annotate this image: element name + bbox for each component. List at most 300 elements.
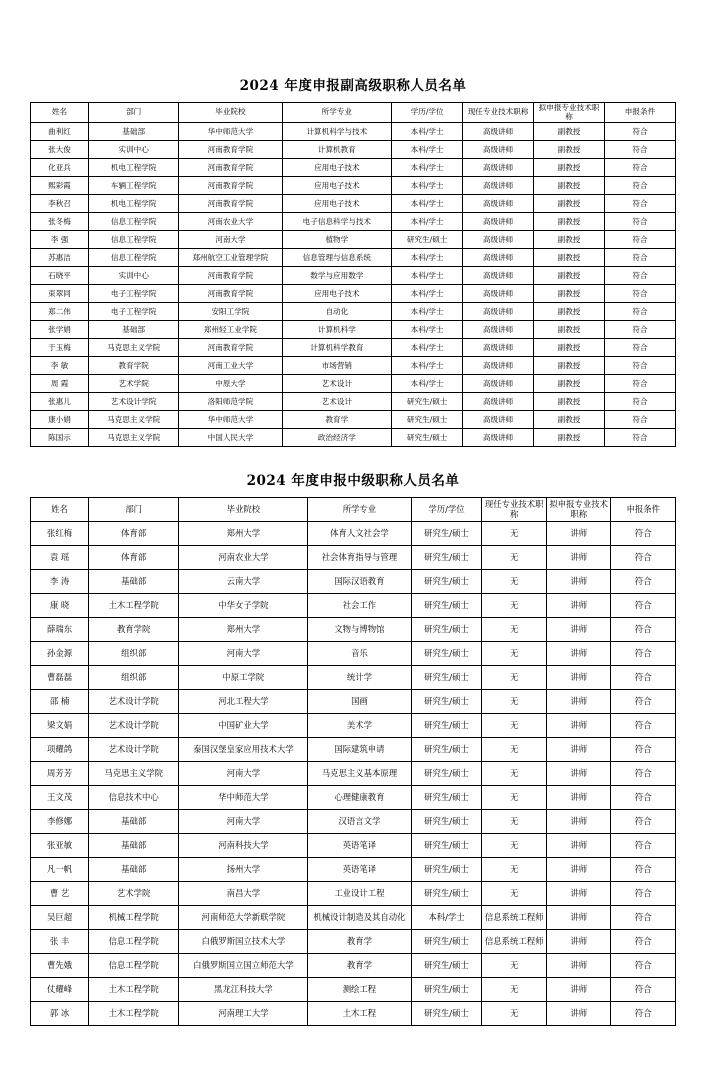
intermediate-cell: 基础部	[89, 834, 179, 858]
senior-cell: 符合	[604, 321, 675, 339]
senior-cell: 符合	[604, 375, 675, 393]
intermediate-cell: 讲师	[546, 546, 611, 570]
column-header-applied-title: 拟申报专业技术职称	[534, 103, 605, 123]
senior-cell: 本科/学士	[392, 249, 463, 267]
intermediate-cell: 符合	[611, 738, 676, 762]
senior-cell: 陈国示	[31, 429, 89, 447]
table-row	[31, 321, 676, 339]
table-row	[31, 954, 676, 978]
intermediate-cell: 河北工程大学	[179, 690, 308, 714]
senior-cell: 高级讲师	[463, 393, 534, 411]
intermediate-cell: 音乐	[308, 642, 411, 666]
intermediate-cell: 研究生/硕士	[411, 690, 482, 714]
senior-cell: 符合	[604, 339, 675, 357]
senior-cell: 应用电子技术	[282, 285, 392, 303]
senior-cell: 本科/学士	[392, 159, 463, 177]
table-row	[31, 213, 676, 231]
intermediate-cell: 符合	[611, 834, 676, 858]
table-header-row	[31, 103, 676, 123]
intermediate-cell: 研究生/硕士	[411, 882, 482, 906]
senior-cell: 信息工程学院	[89, 249, 179, 267]
intermediate-cell: 讲师	[546, 810, 611, 834]
intermediate-cell: 讲师	[546, 882, 611, 906]
intermediate-cell: 符合	[611, 882, 676, 906]
senior-cell: 副教授	[534, 159, 605, 177]
senior-cell: 高级讲师	[463, 285, 534, 303]
intermediate-cell: 符合	[611, 690, 676, 714]
column-header-condition: 申报条件	[604, 103, 675, 123]
senior-cell: 应用电子技术	[282, 195, 392, 213]
intermediate-cell: 研究生/硕士	[411, 714, 482, 738]
intermediate-cell: 测绘工程	[308, 978, 411, 1002]
intermediate-cell: 郑州大学	[179, 618, 308, 642]
intermediate-cell: 符合	[611, 546, 676, 570]
intermediate-cell: 艺术设计学院	[89, 714, 179, 738]
column-header-major: 所学专业	[282, 103, 392, 123]
senior-cell: 政治经济学	[282, 429, 392, 447]
intermediate-cell: 马克思主义基本原理	[308, 762, 411, 786]
senior-cell: 周 霞	[31, 375, 89, 393]
senior-cell: 马克思主义学院	[89, 429, 179, 447]
intermediate-cell: 社会体育指导与管理	[308, 546, 411, 570]
intermediate-section	[0, 469, 706, 1026]
intermediate-cell: 讲师	[546, 594, 611, 618]
senior-cell: 张冬梅	[31, 213, 89, 231]
intermediate-cell: 仗耀峰	[31, 978, 89, 1002]
senior-cell: 数学与应用数学	[282, 267, 392, 285]
table-row	[31, 411, 676, 429]
senior-cell: 符合	[604, 213, 675, 231]
intermediate-cell: 无	[482, 570, 547, 594]
senior-table-title: 2024 年度申报副高级职称人员名单	[239, 78, 467, 94]
intermediate-cell: 无	[482, 522, 547, 546]
senior-cell: 研究生/硕士	[392, 429, 463, 447]
senior-cell: 电子工程学院	[89, 303, 179, 321]
senior-cell: 中国人民大学	[179, 429, 282, 447]
senior-cell: 副教授	[534, 249, 605, 267]
intermediate-cell: 无	[482, 786, 547, 810]
intermediate-cell: 马克思主义学院	[89, 762, 179, 786]
intermediate-cell: 符合	[611, 978, 676, 1002]
intermediate-cell: 基础部	[89, 858, 179, 882]
intermediate-cell: 信息系统工程师	[482, 906, 547, 930]
senior-cell: 电子信息科学与技术	[282, 213, 392, 231]
intermediate-cell: 心理健康教育	[308, 786, 411, 810]
table-row	[31, 231, 676, 249]
senior-applicants-table	[30, 102, 676, 447]
intermediate-cell: 体育部	[89, 522, 179, 546]
intermediate-cell: 薛瑞东	[31, 618, 89, 642]
senior-cell: 副教授	[534, 357, 605, 375]
intermediate-cell: 符合	[611, 930, 676, 954]
intermediate-cell: 扬州大学	[179, 858, 308, 882]
intermediate-cell: 研究生/硕士	[411, 978, 482, 1002]
table-row	[31, 339, 676, 357]
senior-cell: 艺术设计学院	[89, 393, 179, 411]
table-row	[31, 177, 676, 195]
intermediate-cell: 河南大学	[179, 762, 308, 786]
senior-cell: 河南工业大学	[179, 357, 282, 375]
intermediate-cell: 周芳芳	[31, 762, 89, 786]
intermediate-cell: 体育部	[89, 546, 179, 570]
column-header-current-title: 现任专业技术职称	[482, 498, 547, 522]
intermediate-cell: 张红梅	[31, 522, 89, 546]
intermediate-cell: 文物与博物馆	[308, 618, 411, 642]
senior-cell: 本科/学士	[392, 303, 463, 321]
senior-cell: 艺术学院	[89, 375, 179, 393]
intermediate-cell: 研究生/硕士	[411, 522, 482, 546]
intermediate-cell: 土木工程学院	[89, 594, 179, 618]
intermediate-cell: 无	[482, 714, 547, 738]
intermediate-cell: 基础部	[89, 810, 179, 834]
intermediate-cell: 张 丰	[31, 930, 89, 954]
intermediate-cell: 土木工程学院	[89, 1002, 179, 1026]
senior-cell: 实训中心	[89, 267, 179, 285]
senior-cell: 符合	[604, 357, 675, 375]
intermediate-cell: 体育人文社会学	[308, 522, 411, 546]
intermediate-cell: 无	[482, 1002, 547, 1026]
intermediate-cell: 汉语言文学	[308, 810, 411, 834]
senior-cell: 马克思主义学院	[89, 339, 179, 357]
intermediate-cell: 无	[482, 858, 547, 882]
senior-cell: 教育学	[282, 411, 392, 429]
table-row	[31, 546, 676, 570]
senior-cell: 实训中心	[89, 141, 179, 159]
intermediate-cell: 曹先娥	[31, 954, 89, 978]
intermediate-cell: 讲师	[546, 642, 611, 666]
senior-cell: 高级讲师	[463, 231, 534, 249]
senior-cell: 本科/学士	[392, 213, 463, 231]
senior-cell: 基础部	[89, 123, 179, 141]
intermediate-cell: 无	[482, 978, 547, 1002]
intermediate-cell: 白俄罗斯国立国立师范大学	[179, 954, 308, 978]
intermediate-cell: 讲师	[546, 978, 611, 1002]
senior-cell: 高级讲师	[463, 429, 534, 447]
intermediate-cell: 吴巨超	[31, 906, 89, 930]
senior-cell: 高级讲师	[463, 321, 534, 339]
intermediate-cell: 袁 瑶	[31, 546, 89, 570]
intermediate-cell: 符合	[611, 594, 676, 618]
intermediate-cell: 无	[482, 666, 547, 690]
intermediate-cell: 统计学	[308, 666, 411, 690]
senior-cell: 副教授	[534, 123, 605, 141]
intermediate-cell: 艺术学院	[89, 882, 179, 906]
senior-cell: 信息管理与信息系统	[282, 249, 392, 267]
senior-cell: 副教授	[534, 429, 605, 447]
intermediate-cell: 白俄罗斯国立技术大学	[179, 930, 308, 954]
senior-cell: 郑州轻工业学院	[179, 321, 282, 339]
intermediate-cell: 研究生/硕士	[411, 834, 482, 858]
intermediate-cell: 讲师	[546, 618, 611, 642]
intermediate-cell: 凡一帆	[31, 858, 89, 882]
column-header-degree: 学历/学位	[411, 498, 482, 522]
intermediate-cell: 组织部	[89, 666, 179, 690]
intermediate-table-title: 2024 年度申报中级职称人员名单	[246, 473, 460, 490]
intermediate-cell: 讲师	[546, 570, 611, 594]
intermediate-cell: 曹 艺	[31, 882, 89, 906]
intermediate-cell: 符合	[611, 786, 676, 810]
senior-cell: 副教授	[534, 267, 605, 285]
senior-cell: 河南大学	[179, 231, 282, 249]
senior-cell: 符合	[604, 285, 675, 303]
senior-cell: 副教授	[534, 411, 605, 429]
senior-cell: 华中师范大学	[179, 123, 282, 141]
senior-cell: 本科/学士	[392, 357, 463, 375]
table-row	[31, 429, 676, 447]
senior-cell: 华中师范大学	[179, 411, 282, 429]
column-header-school: 毕业院校	[179, 498, 308, 522]
intermediate-cell: 教育学院	[89, 618, 179, 642]
intermediate-cell: 符合	[611, 522, 676, 546]
intermediate-cell: 黑龙江科技大学	[179, 978, 308, 1002]
intermediate-cell: 符合	[611, 858, 676, 882]
senior-cell: 李 敏	[31, 357, 89, 375]
senior-cell: 信息工程学院	[89, 231, 179, 249]
table-row	[31, 267, 676, 285]
senior-cell: 本科/学士	[392, 267, 463, 285]
senior-cell: 研究生/硕士	[392, 393, 463, 411]
senior-cell: 本科/学士	[392, 177, 463, 195]
intermediate-cell: 河南科技大学	[179, 834, 308, 858]
senior-cell: 计算机教育	[282, 141, 392, 159]
senior-cell: 本科/学士	[392, 195, 463, 213]
senior-cell: 符合	[604, 267, 675, 285]
table-row	[31, 195, 676, 213]
senior-cell: 副教授	[534, 231, 605, 249]
column-header-name: 姓名	[31, 103, 89, 123]
intermediate-cell: 信息工程学院	[89, 954, 179, 978]
table-row	[31, 666, 676, 690]
column-header-name: 姓名	[31, 498, 89, 522]
senior-cell: 本科/学士	[392, 123, 463, 141]
senior-cell: 机电工程学院	[89, 159, 179, 177]
senior-cell: 河南教育学院	[179, 339, 282, 357]
senior-cell: 高级讲师	[463, 357, 534, 375]
table-row	[31, 375, 676, 393]
intermediate-cell: 研究生/硕士	[411, 546, 482, 570]
senior-cell: 副教授	[534, 393, 605, 411]
senior-cell: 副教授	[534, 339, 605, 357]
intermediate-cell: 基础部	[89, 570, 179, 594]
intermediate-cell: 符合	[611, 666, 676, 690]
senior-cell: 应用电子技术	[282, 159, 392, 177]
senior-cell: 研究生/硕士	[392, 411, 463, 429]
intermediate-cell: 孙金源	[31, 642, 89, 666]
table-row	[31, 357, 676, 375]
intermediate-cell: 研究生/硕士	[411, 1002, 482, 1026]
senior-cell: 河南教育学院	[179, 177, 282, 195]
intermediate-cell: 邵 楠	[31, 690, 89, 714]
column-header-current-title: 现任专业技术职称	[463, 103, 534, 123]
intermediate-cell: 无	[482, 642, 547, 666]
intermediate-cell: 讲师	[546, 834, 611, 858]
table-row	[31, 123, 676, 141]
intermediate-cell: 国际建筑申请	[308, 738, 411, 762]
intermediate-cell: 教育学	[308, 954, 411, 978]
intermediate-table-body	[31, 522, 676, 1026]
intermediate-cell: 无	[482, 954, 547, 978]
intermediate-cell: 郭 冰	[31, 1002, 89, 1026]
intermediate-cell: 云南大学	[179, 570, 308, 594]
senior-cell: 李 强	[31, 231, 89, 249]
intermediate-cell: 符合	[611, 810, 676, 834]
senior-cell: 符合	[604, 141, 675, 159]
table-row	[31, 249, 676, 267]
column-header-major: 所学专业	[308, 498, 411, 522]
table-row	[31, 642, 676, 666]
intermediate-cell: 艺术设计学院	[89, 738, 179, 762]
senior-cell: 张大俊	[31, 141, 89, 159]
senior-cell: 艺术设计	[282, 393, 392, 411]
senior-cell: 化亚兵	[31, 159, 89, 177]
table-row	[31, 159, 676, 177]
senior-cell: 计算机科学教育	[282, 339, 392, 357]
intermediate-cell: 河南理工大学	[179, 1002, 308, 1026]
senior-cell: 高级讲师	[463, 123, 534, 141]
column-header-school: 毕业院校	[179, 103, 282, 123]
senior-cell: 副教授	[534, 303, 605, 321]
intermediate-cell: 曹磊磊	[31, 666, 89, 690]
senior-cell: 洛阳师范学院	[179, 393, 282, 411]
senior-cell: 符合	[604, 177, 675, 195]
senior-cell: 马克思主义学院	[89, 411, 179, 429]
senior-cell: 副教授	[534, 195, 605, 213]
senior-cell: 研究生/硕士	[392, 231, 463, 249]
intermediate-cell: 讲师	[546, 738, 611, 762]
intermediate-cell: 河南农业大学	[179, 546, 308, 570]
intermediate-cell: 无	[482, 810, 547, 834]
intermediate-cell: 无	[482, 690, 547, 714]
intermediate-cell: 讲师	[546, 666, 611, 690]
senior-cell: 本科/学士	[392, 141, 463, 159]
senior-cell: 张学娟	[31, 321, 89, 339]
intermediate-cell: 英语笔译	[308, 858, 411, 882]
intermediate-cell: 研究生/硕士	[411, 594, 482, 618]
intermediate-cell: 郑州大学	[179, 522, 308, 546]
intermediate-cell: 讲师	[546, 714, 611, 738]
senior-cell: 张惠儿	[31, 393, 89, 411]
intermediate-cell: 河南师范大学新联学院	[179, 906, 308, 930]
intermediate-cell: 符合	[611, 1002, 676, 1026]
intermediate-cell: 研究生/硕士	[411, 642, 482, 666]
table-row	[31, 930, 676, 954]
intermediate-cell: 无	[482, 738, 547, 762]
senior-cell: 符合	[604, 411, 675, 429]
intermediate-cell: 教育学	[308, 930, 411, 954]
intermediate-cell: 中原工学院	[179, 666, 308, 690]
table-row	[31, 594, 676, 618]
senior-cell: 熙彩霞	[31, 177, 89, 195]
intermediate-cell: 无	[482, 594, 547, 618]
intermediate-cell: 符合	[611, 762, 676, 786]
intermediate-cell: 泰国汉堡皇家应用技术大学	[179, 738, 308, 762]
senior-cell: 基础部	[89, 321, 179, 339]
intermediate-cell: 无	[482, 618, 547, 642]
senior-cell: 河南教育学院	[179, 267, 282, 285]
intermediate-cell: 无	[482, 546, 547, 570]
intermediate-cell: 项耀鸽	[31, 738, 89, 762]
senior-cell: 自动化	[282, 303, 392, 321]
intermediate-cell: 李 涛	[31, 570, 89, 594]
intermediate-cell: 符合	[611, 618, 676, 642]
table-header-row	[31, 498, 676, 522]
table-row	[31, 285, 676, 303]
senior-cell: 郑州航空工业管理学院	[179, 249, 282, 267]
intermediate-cell: 中国矿业大学	[179, 714, 308, 738]
table-row	[31, 906, 676, 930]
column-header-department: 部门	[89, 103, 179, 123]
intermediate-cell: 讲师	[546, 930, 611, 954]
intermediate-cell: 无	[482, 834, 547, 858]
senior-cell: 郑二伟	[31, 303, 89, 321]
senior-section	[0, 74, 706, 447]
senior-cell: 中原大学	[179, 375, 282, 393]
senior-cell: 符合	[604, 231, 675, 249]
intermediate-cell: 河南大学	[179, 642, 308, 666]
document-page	[0, 74, 706, 1074]
senior-cell: 电子工程学院	[89, 285, 179, 303]
senior-cell: 河南教育学院	[179, 195, 282, 213]
intermediate-cell: 工业设计工程	[308, 882, 411, 906]
senior-cell: 教育学院	[89, 357, 179, 375]
table-row	[31, 882, 676, 906]
table-row	[31, 738, 676, 762]
senior-cell: 本科/学士	[392, 375, 463, 393]
senior-cell: 高级讲师	[463, 249, 534, 267]
intermediate-cell: 研究生/硕士	[411, 954, 482, 978]
column-header-degree: 学历/学位	[392, 103, 463, 123]
senior-cell: 副教授	[534, 375, 605, 393]
senior-cell: 车辆工程学院	[89, 177, 179, 195]
intermediate-cell: 国画	[308, 690, 411, 714]
senior-cell: 符合	[604, 249, 675, 267]
senior-cell: 本科/学士	[392, 339, 463, 357]
table-row	[31, 570, 676, 594]
senior-cell: 符合	[604, 393, 675, 411]
senior-cell: 高级讲师	[463, 303, 534, 321]
senior-cell: 河南教育学院	[179, 159, 282, 177]
intermediate-cell: 符合	[611, 714, 676, 738]
intermediate-cell: 讲师	[546, 906, 611, 930]
senior-cell: 信息工程学院	[89, 213, 179, 231]
table-row	[31, 810, 676, 834]
senior-cell: 高级讲师	[463, 411, 534, 429]
intermediate-cell: 土木工程	[308, 1002, 411, 1026]
column-header-applied-title: 拟申报专业技术职称	[546, 498, 611, 522]
intermediate-cell: 讲师	[546, 954, 611, 978]
senior-cell: 高级讲师	[463, 195, 534, 213]
intermediate-cell: 讲师	[546, 690, 611, 714]
senior-cell: 高级讲师	[463, 375, 534, 393]
intermediate-cell: 信息系统工程师	[482, 930, 547, 954]
intermediate-cell: 国际汉语教育	[308, 570, 411, 594]
intermediate-cell: 研究生/硕士	[411, 762, 482, 786]
senior-cell: 高级讲师	[463, 339, 534, 357]
senior-cell: 符合	[604, 429, 675, 447]
senior-cell: 植物学	[282, 231, 392, 249]
senior-cell: 机电工程学院	[89, 195, 179, 213]
senior-cell: 本科/学士	[392, 321, 463, 339]
intermediate-cell: 无	[482, 882, 547, 906]
intermediate-cell: 梁文娟	[31, 714, 89, 738]
table-row	[31, 393, 676, 411]
intermediate-cell: 南昌大学	[179, 882, 308, 906]
intermediate-cell: 讲师	[546, 858, 611, 882]
intermediate-cell: 信息技术中心	[89, 786, 179, 810]
intermediate-cell: 华中师范大学	[179, 786, 308, 810]
senior-cell: 高级讲师	[463, 213, 534, 231]
senior-cell: 本科/学士	[392, 285, 463, 303]
